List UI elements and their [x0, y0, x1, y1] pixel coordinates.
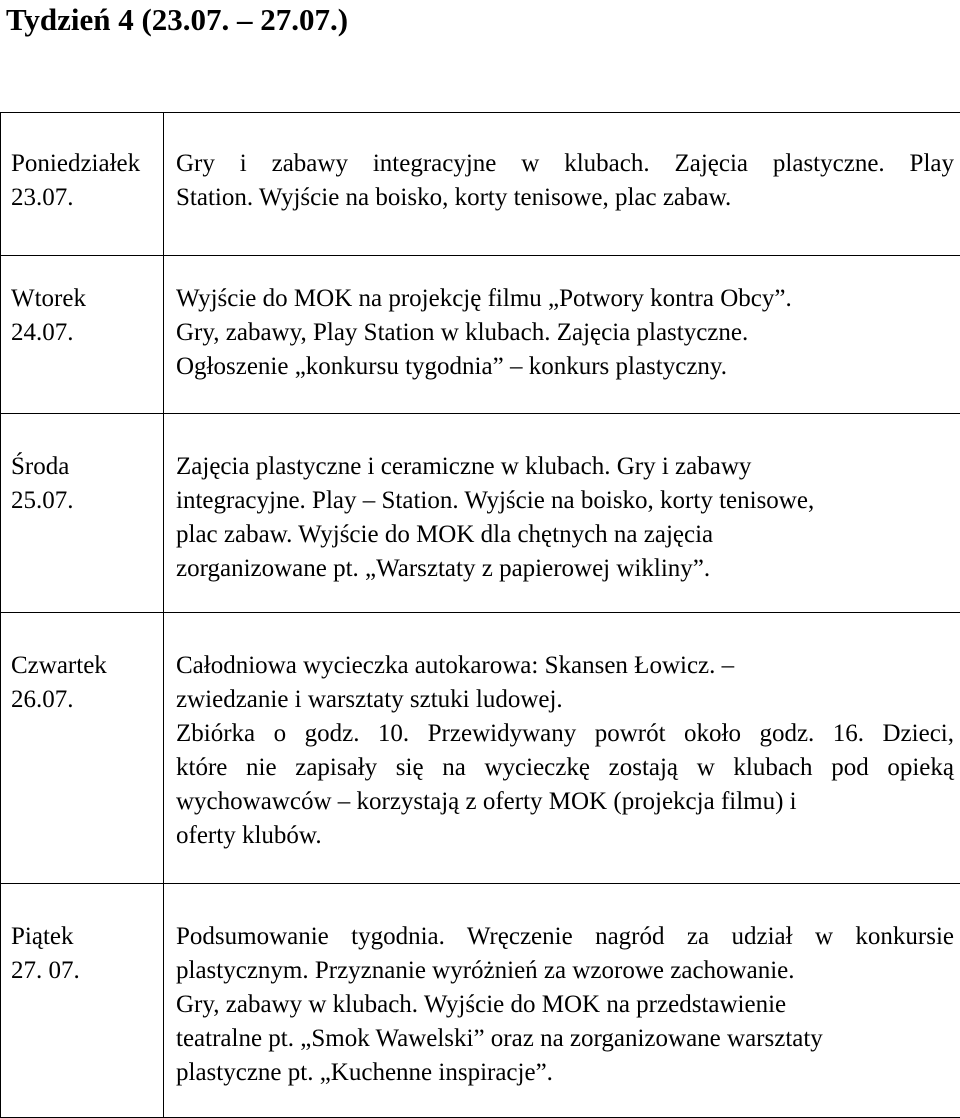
day-cell	[1, 113, 164, 256]
day-date: 26.07.	[11, 683, 163, 717]
activity-line: plac zabaw. Wyjście do MOK dla chętnych na zajęcia	[176, 518, 954, 552]
activity-line: Podsumowanie tygodnia. Wręczenie nagród za udział w konkursie	[176, 920, 954, 954]
table-row	[1, 113, 960, 256]
activity-line: Gry, zabawy, Play Station w klubach. Zajęcia plastyczne.	[176, 316, 954, 350]
day-cell	[1, 414, 164, 613]
activity-line: wychowawców – korzystają z oferty MOK (projekcja filmu) i	[176, 785, 954, 819]
activity-line: Zajęcia plastyczne i ceramiczne w klubach. Gry i zabawy	[176, 450, 954, 484]
day-name: Piątek	[11, 920, 163, 954]
day-cell	[1, 884, 164, 1118]
table-row	[1, 256, 960, 414]
activity-line: integracyjne. Play – Station. Wyjście na boisko, korty tenisowe,	[176, 484, 954, 518]
table-row	[1, 884, 960, 1118]
activity-line: Zbiórka o godz. 10. Przewidywany powrót około godz. 16. Dzieci,	[176, 717, 954, 751]
activity-line: Gry i zabawy integracyjne w klubach. Zajęcia plastyczne. Play	[176, 147, 954, 181]
activities-cell	[164, 414, 960, 613]
day-name: Czwartek	[11, 649, 163, 683]
activity-line: plastycznym. Przyznanie wyróżnień za wzorowe zachowanie.	[176, 954, 954, 988]
activity-line: teatralne pt. „Smok Wawelski” oraz na zorganizowane warsztaty	[176, 1022, 954, 1056]
weekly-schedule-table	[0, 112, 960, 1118]
day-date: 23.07.	[11, 181, 163, 215]
activity-line: Ogłoszenie „konkursu tygodnia” – konkurs plastyczny.	[176, 350, 954, 384]
day-date: 25.07.	[11, 484, 163, 518]
table-row	[1, 414, 960, 613]
activities-cell	[164, 613, 960, 884]
day-name: Wtorek	[11, 282, 163, 316]
activity-line: które nie zapisały się na wycieczkę zostają w klubach pod opieką	[176, 751, 954, 785]
day-name: Poniedziałek	[11, 147, 163, 181]
activity-line: Wyjście do MOK na projekcję filmu „Potwory kontra Obcy”.	[176, 282, 954, 316]
activities-cell	[164, 884, 960, 1118]
day-date: 24.07.	[11, 316, 163, 350]
table-row	[1, 613, 960, 884]
activity-line: plastyczne pt. „Kuchenne inspiracje”.	[176, 1056, 954, 1090]
activities-cell	[164, 113, 960, 256]
day-date: 27. 07.	[11, 954, 163, 988]
page-title: Tydzień 4 (23.07. – 27.07.)	[6, 0, 348, 40]
day-cell	[1, 256, 164, 414]
day-name: Środa	[11, 450, 163, 484]
activity-line: oferty klubów.	[176, 819, 954, 853]
activity-line: zwiedzanie i warsztaty sztuki ludowej.	[176, 683, 954, 717]
activity-line: Całodniowa wycieczka autokarowa: Skansen Łowicz. –	[176, 649, 954, 683]
day-cell	[1, 613, 164, 884]
activity-line: zorganizowane pt. „Warsztaty z papierowej wikliny”.	[176, 552, 954, 586]
activity-line: Gry, zabawy w klubach. Wyjście do MOK na przedstawienie	[176, 988, 954, 1022]
activities-cell	[164, 256, 960, 414]
activity-line: Station. Wyjście na boisko, korty tenisowe, plac zabaw.	[176, 181, 954, 215]
